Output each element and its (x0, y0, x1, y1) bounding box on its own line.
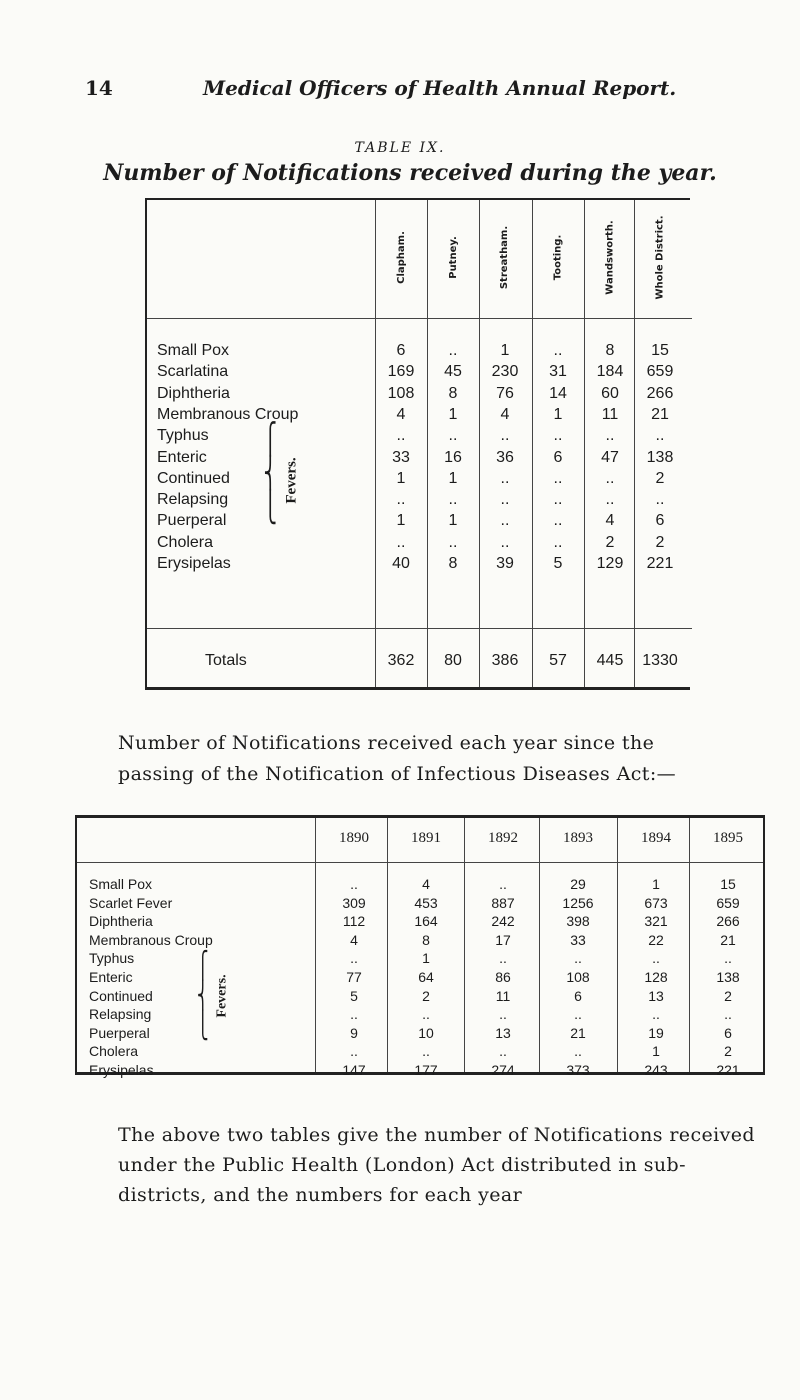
row-value: .. (553, 342, 563, 359)
row-value: 4 (396, 405, 406, 423)
row-value: 138 (716, 969, 740, 985)
row-value: 184 (596, 363, 624, 381)
row-value: 243 (644, 1062, 668, 1078)
row-value: .. (605, 427, 615, 445)
row-value: 5 (553, 555, 563, 572)
column-header-text: Whole District. (654, 215, 666, 300)
row-value: 108 (566, 969, 590, 985)
row-value: 2 (724, 987, 732, 1004)
row-value: 47 (601, 448, 619, 466)
row-value: 673 (644, 894, 668, 911)
row-value: 21 (570, 1024, 586, 1041)
row-value: 10 (418, 1024, 434, 1041)
row-value: 6 (553, 448, 563, 466)
row-value: .. (574, 1043, 582, 1060)
notifications-by-district-table (145, 198, 690, 690)
row-value: 659 (716, 894, 740, 911)
year-header: 1894 (641, 830, 671, 846)
row-value: 138 (646, 448, 674, 466)
row-value: 13 (495, 1024, 511, 1041)
row-value: 8 (448, 384, 458, 402)
row-value: 274 (491, 1062, 515, 1078)
row-value: 19 (648, 1024, 664, 1041)
totals-row (147, 652, 692, 674)
row-value: .. (350, 950, 358, 967)
fevers-label: Fevers. (283, 457, 300, 504)
table-row (77, 1006, 767, 1026)
row-label: Membranous Croup (89, 931, 213, 948)
row-label: Typhus (89, 950, 135, 967)
table-row (147, 491, 692, 513)
row-value: .. (500, 512, 510, 530)
row-value: 309 (342, 894, 366, 911)
row-value: .. (422, 1006, 430, 1023)
table-row (147, 427, 692, 449)
row-value: 11 (601, 405, 619, 423)
year-header: 1890 (339, 830, 369, 846)
totals-value: 362 (387, 652, 415, 669)
row-value: 164 (414, 913, 438, 930)
row-label: Small Pox (89, 876, 153, 892)
row-value: 77 (346, 969, 362, 985)
row-label: Puerperal (157, 512, 227, 530)
row-value: 21 (720, 931, 736, 948)
row-value: 17 (495, 931, 511, 948)
row-value: .. (724, 950, 732, 967)
table-row (77, 1043, 767, 1063)
totals-value: 386 (491, 652, 519, 669)
row-value: 1256 (562, 894, 594, 911)
table-row (147, 470, 692, 492)
row-value: 31 (549, 363, 567, 381)
page-number: 14 (85, 76, 113, 100)
row-label: Relapsing (157, 491, 229, 509)
row-value: .. (605, 469, 615, 487)
row-value: 33 (392, 448, 410, 466)
table-row (77, 876, 767, 896)
row-label: Cholera (89, 1043, 139, 1060)
row-value: .. (350, 876, 358, 892)
row-value: 8 (422, 931, 430, 948)
row-value: 230 (491, 363, 519, 381)
table-row (77, 1025, 767, 1045)
row-value: .. (350, 1006, 358, 1023)
totals-label: Totals (205, 652, 247, 669)
row-value: 242 (491, 913, 515, 930)
totals-rule (147, 628, 692, 629)
row-label: Relapsing (89, 1006, 152, 1023)
row-value: 15 (651, 342, 669, 359)
fevers-brace: ⎧ ⎨ ⎩ (263, 423, 277, 525)
fevers-label: Fevers. (214, 974, 230, 1018)
row-value: 40 (392, 555, 410, 572)
column-header-text: Streatham. (499, 225, 511, 290)
row-value: 221 (716, 1062, 740, 1078)
row-label: Continued (157, 469, 230, 487)
row-value: 39 (496, 555, 514, 572)
table-row (147, 342, 692, 364)
row-value: .. (553, 491, 563, 509)
column-header (584, 200, 636, 315)
row-value: 6 (396, 342, 406, 359)
row-value: 398 (566, 913, 590, 930)
table-row (77, 988, 767, 1008)
row-value: .. (500, 427, 510, 445)
row-value: 86 (495, 969, 511, 985)
row-value: 887 (491, 894, 515, 911)
row-value: 22 (648, 931, 664, 948)
notifications-by-year-table (75, 815, 765, 1078)
row-value: 64 (418, 969, 434, 985)
row-value: .. (499, 1043, 507, 1060)
table-row (77, 913, 767, 933)
row-label: Diphtheria (157, 384, 230, 402)
row-value: .. (652, 950, 660, 967)
row-label: Puerperal (89, 1024, 150, 1041)
column-header (634, 200, 686, 315)
row-value: .. (724, 1006, 732, 1023)
column-header (375, 200, 427, 315)
row-value: 321 (644, 913, 668, 930)
row-value: 8 (605, 342, 615, 359)
year-header: 1891 (411, 830, 441, 846)
row-value: .. (499, 876, 507, 892)
row-value: 112 (342, 913, 366, 930)
row-value: 76 (496, 384, 514, 402)
row-value: 29 (570, 876, 586, 892)
row-value: .. (396, 427, 406, 445)
row-value: .. (448, 491, 458, 509)
row-value: 2 (605, 533, 615, 551)
row-label: Cholera (157, 533, 214, 551)
row-value: .. (500, 491, 510, 509)
row-value: .. (605, 491, 615, 509)
totals-value: 1330 (642, 652, 678, 669)
row-label: Small Pox (157, 342, 230, 359)
row-value: 15 (720, 876, 736, 892)
table-row (77, 932, 767, 952)
row-value: .. (396, 533, 406, 551)
row-value: 221 (646, 555, 674, 572)
intro-paragraph: Number of Notifications received each year since the passing of the Notification of Infectious Diseases Act:— (118, 732, 677, 785)
row-value: 14 (549, 384, 567, 402)
row-value: .. (574, 1006, 582, 1023)
row-label: Scarlet Fever (89, 894, 173, 911)
running-head: Medical Officers of Health Annual Report. (203, 76, 677, 100)
table-row (77, 895, 767, 915)
row-value: 6 (724, 1024, 732, 1041)
row-value: 5 (350, 987, 358, 1004)
row-value: 13 (648, 987, 664, 1004)
totals-value: 57 (549, 652, 567, 669)
table-row (147, 406, 692, 428)
table-row (147, 363, 692, 385)
row-value: 33 (570, 931, 586, 948)
row-value: 2 (655, 533, 665, 551)
row-value: .. (448, 427, 458, 445)
year-header: 1892 (488, 830, 518, 846)
row-value: 1 (448, 469, 458, 487)
row-value: .. (396, 491, 406, 509)
row-label: Erysipelas (89, 1062, 154, 1078)
header-rule (147, 318, 692, 319)
row-value: .. (652, 1006, 660, 1023)
row-label: Diphtheria (89, 913, 153, 930)
row-value: .. (422, 1043, 430, 1060)
table-row (147, 449, 692, 471)
row-value: 4 (350, 931, 358, 948)
row-value: .. (448, 342, 458, 359)
row-value: 1 (652, 876, 660, 892)
row-value: .. (500, 533, 510, 551)
row-value: 4 (422, 876, 430, 892)
row-value: .. (500, 469, 510, 487)
row-value: 4 (500, 405, 510, 423)
row-label: Continued (89, 987, 153, 1004)
row-value: 128 (644, 969, 668, 985)
column-header-text: Clapham. (395, 231, 407, 284)
row-value: 2 (655, 469, 665, 487)
row-value: 21 (651, 405, 669, 423)
row-value: 266 (646, 384, 674, 402)
row-value: .. (655, 491, 665, 509)
table-row (147, 534, 692, 556)
row-value: 1 (396, 512, 406, 530)
row-value: 9 (350, 1024, 358, 1041)
table-row (147, 512, 692, 534)
row-value: 4 (605, 512, 615, 530)
row-value: 129 (596, 555, 624, 572)
row-value: .. (553, 469, 563, 487)
row-value: .. (574, 950, 582, 967)
row-value: 108 (387, 384, 415, 402)
row-value: 266 (716, 913, 740, 930)
row-value: 2 (724, 1043, 732, 1060)
totals-value: 80 (444, 652, 462, 669)
column-header-text: Tooting. (552, 234, 564, 281)
row-value: 169 (387, 363, 415, 381)
row-value: 1 (448, 405, 458, 423)
row-value: 36 (496, 448, 514, 466)
row-value: 147 (342, 1062, 366, 1078)
row-value: 1 (500, 342, 510, 359)
row-value: 1 (396, 469, 406, 487)
row-value: 1 (553, 405, 563, 423)
row-value: 177 (414, 1062, 438, 1078)
column-header-text: Putney. (447, 236, 459, 279)
header-rule (77, 862, 763, 863)
column-header-text: Wandsworth. (604, 220, 616, 295)
row-label: Typhus (157, 427, 209, 445)
row-value: 6 (574, 987, 582, 1004)
row-value: 1 (448, 512, 458, 530)
row-value: .. (499, 1006, 507, 1023)
column-header (479, 200, 531, 315)
row-label: Erysipelas (157, 555, 231, 572)
year-header: 1893 (563, 830, 593, 846)
row-label: Scarlatina (157, 363, 229, 381)
column-header (532, 200, 584, 315)
table-row (77, 969, 767, 989)
row-value: .. (499, 950, 507, 967)
column-header (427, 200, 479, 315)
row-value: 16 (444, 448, 462, 466)
table-row (147, 555, 692, 577)
row-value: 60 (601, 384, 619, 402)
row-value: 45 (444, 363, 462, 381)
table-row (77, 950, 767, 970)
table-row (147, 385, 692, 407)
row-value: .. (655, 427, 665, 445)
row-value: 1 (652, 1043, 660, 1060)
row-label: Enteric (89, 969, 133, 985)
row-label: Membranous Croup (157, 405, 299, 423)
row-value: 1 (422, 950, 430, 967)
row-value: 8 (448, 555, 458, 572)
row-value: .. (350, 1043, 358, 1060)
table-label: TABLE IX. (354, 140, 446, 156)
row-value: 373 (566, 1062, 590, 1078)
row-value: 659 (646, 363, 674, 381)
row-value: 453 (414, 894, 438, 911)
row-value: 11 (495, 987, 511, 1004)
row-value: .. (553, 512, 563, 530)
fevers-brace: ⎧ ⎨ ⎩ (196, 950, 209, 1041)
totals-value: 445 (596, 652, 624, 669)
year-header: 1895 (713, 830, 743, 846)
row-value: 2 (422, 987, 430, 1004)
table-caption: Number of Notifications received during the year. (103, 160, 717, 186)
closing-paragraph: The above two tables give the number of Notifications received under the Public Health (London) Act distributed in sub-districts, and the numbers for each year (118, 1124, 755, 1206)
row-value: .. (553, 427, 563, 445)
row-value: .. (553, 533, 563, 551)
table-row (77, 1062, 767, 1082)
row-label: Enteric (157, 448, 207, 466)
row-value: 6 (655, 512, 665, 530)
page-header (85, 76, 705, 106)
row-value: .. (448, 533, 458, 551)
